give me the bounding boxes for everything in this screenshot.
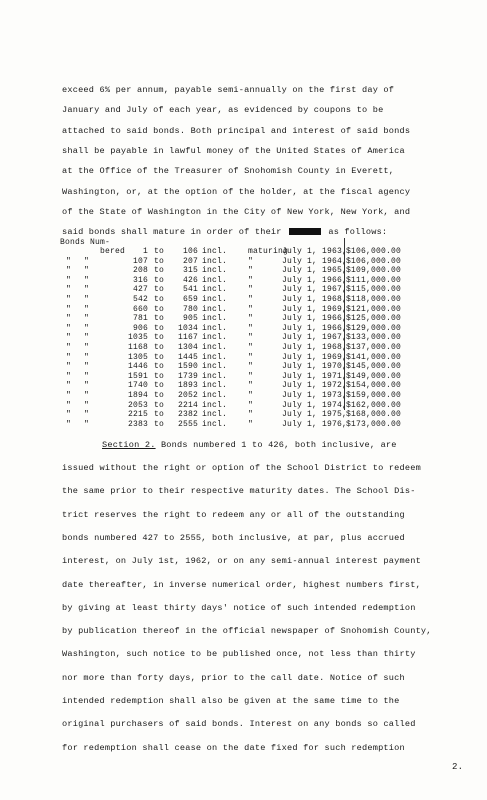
bond-number-thru: 1739: [177, 371, 198, 381]
maturity-amount: $145,000.00: [346, 362, 402, 372]
maturing-label: maturing: [248, 247, 289, 256]
schedule-row: [60, 333, 440, 343]
section-two-line: trict reserves the right to redeem any or all of the outstanding: [62, 509, 405, 520]
section-two-line: for redemption shall cease on the date fixed for such redemption: [62, 742, 405, 753]
inclusive-label: incl.: [202, 314, 228, 324]
inclusive-label: incl.: [202, 362, 228, 372]
bond-number-from: 316: [132, 275, 148, 285]
ditto-mark: ": [248, 333, 254, 343]
page-number: 2.: [452, 762, 464, 772]
section-two-line: issued without the right or option of the School District to redeem: [62, 463, 421, 473]
ditto-mark: ": [66, 352, 72, 362]
ditto-mark: ": [248, 400, 254, 410]
to-label: to: [154, 343, 165, 352]
maturity-amount: $149,000.00: [346, 371, 402, 381]
inclusive-label: incl.: [202, 333, 228, 343]
inclusive-label: incl.: [202, 304, 228, 314]
section-two-line: bonds numbered 427 to 2555, both inclusive, at par, plus accrued: [62, 532, 405, 543]
inclusive-label: incl.: [202, 275, 228, 285]
to-label: to: [154, 381, 165, 391]
bond-number-thru: 1034: [177, 323, 198, 333]
bond-number-from: 781: [132, 314, 148, 324]
section-two-first-line-text: Bonds numbered 1 to 426, both inclusive, are: [160, 440, 397, 450]
bond-number-thru: 905: [182, 314, 198, 324]
schedule-row: [60, 266, 440, 276]
maturity-amount: $129,000.00: [346, 323, 402, 333]
ditto-mark: ": [84, 266, 90, 276]
ditto-mark: ": [248, 285, 254, 295]
paragraph-one-line: at the Office of the Treasurer of Snohomish County in Everett,: [62, 166, 395, 177]
ditto-mark: ": [66, 285, 72, 295]
bond-number-from: 427: [132, 285, 148, 295]
maturity-amount: $133,000.00: [346, 333, 402, 343]
ditto-mark: ": [84, 285, 90, 295]
inclusive-label: incl.: [202, 343, 228, 352]
schedule-row: [60, 372, 440, 382]
maturity-amount: $168,000.00: [346, 410, 402, 420]
bond-number-from: 1740: [127, 381, 148, 391]
inclusive-label: incl.: [202, 391, 228, 400]
to-label: to: [154, 256, 165, 266]
ditto-mark: ": [248, 419, 254, 429]
maturity-amount: $106,000.00: [346, 247, 402, 256]
bond-number-from: 2383: [127, 419, 148, 429]
to-label: to: [154, 333, 165, 343]
paragraph-one-line: of the State of Washington in the City of New York, New York, and: [62, 206, 411, 217]
schedule-row: [60, 391, 440, 401]
ditto-mark: ": [84, 295, 90, 304]
bond-number-thru: 541: [182, 285, 198, 295]
to-label: to: [154, 304, 165, 314]
maturity-amount: $141,000.00: [346, 352, 402, 362]
section-two-line: interest, on July 1st, 1962, or on any semi-annual interest payment: [62, 556, 421, 567]
maturity-amount: $111,000.00: [346, 275, 402, 285]
section-two-line: original purchasers of said bonds. Interest on any bonds so called: [62, 719, 416, 730]
ditto-mark: ": [248, 352, 254, 362]
inclusive-label: incl.: [202, 371, 228, 381]
schedule-row: [60, 314, 440, 324]
ditto-mark: ": [84, 304, 90, 314]
ditto-mark: ": [84, 400, 90, 410]
ditto-mark: ": [84, 391, 90, 400]
inclusive-label: incl.: [202, 352, 228, 362]
bond-number-thru: 1590: [177, 362, 198, 372]
bond-number-from: 1168: [127, 343, 148, 352]
ditto-mark: ": [66, 343, 72, 352]
to-label: to: [154, 400, 165, 410]
maturity-date: July 1, 1966,: [282, 314, 348, 324]
ditto-mark: ": [248, 275, 254, 285]
maturity-date: July 1, 1964,: [282, 256, 348, 266]
ditto-mark: ": [66, 400, 72, 410]
ditto-mark: ": [248, 381, 254, 391]
maturity-amount: $106,000.00: [346, 256, 402, 266]
to-label: to: [154, 419, 165, 429]
maturity-amount: $159,000.00: [346, 391, 402, 400]
bond-number-from: 542: [132, 295, 148, 304]
maturity-date: July 1, 1976,: [282, 419, 348, 429]
to-label: to: [154, 285, 165, 295]
maturity-amount: $115,000.00: [346, 285, 402, 295]
to-label: to: [154, 295, 165, 304]
section-two-line: Washington, such notice to be published once, not less than thirty: [62, 649, 416, 660]
inclusive-label: incl.: [202, 410, 228, 420]
maturity-date: July 1, 1966,: [282, 323, 348, 333]
schedule-row: [60, 353, 440, 363]
schedule-header-line1: Bonds Num-: [60, 238, 111, 247]
ditto-mark: ": [66, 266, 72, 276]
paragraph-one-line: Washington, or, at the option of the holder, at the fiscal agency: [62, 186, 411, 197]
section-two-line: the same prior to their respective maturity dates. The School Dis-: [62, 486, 416, 497]
section-two-line: intended redemption shall also be given at the same time to the: [62, 696, 400, 706]
inclusive-label: incl.: [202, 256, 228, 266]
schedule-row: [60, 276, 440, 286]
bond-number-thru: 1445: [177, 352, 198, 362]
bond-number-thru: 659: [182, 295, 198, 304]
inclusive-label: incl.: [202, 266, 228, 276]
ditto-mark: ": [84, 323, 90, 333]
maturity-date: July 1, 1973,: [282, 391, 348, 400]
ditto-mark: ": [248, 343, 254, 352]
bond-number-from: 1035: [127, 333, 148, 343]
schedule-row: [60, 381, 440, 391]
to-label: to: [154, 266, 165, 276]
ditto-mark: ": [66, 419, 72, 429]
bond-number-thru: 106: [182, 247, 198, 256]
bond-number-thru: 2382: [177, 410, 198, 420]
ditto-mark: ": [248, 391, 254, 400]
inclusive-label: incl.: [202, 285, 228, 295]
ditto-mark: ": [248, 371, 254, 381]
maturity-date: July 1, 1969,: [282, 352, 348, 362]
inclusive-label: incl.: [202, 323, 228, 333]
maturity-date: July 1, 1971,: [282, 371, 348, 381]
ditto-mark: ": [84, 381, 90, 391]
schedule-row: [60, 343, 440, 353]
maturity-date: July 1, 1968,: [282, 343, 348, 352]
ditto-mark: ": [84, 362, 90, 372]
maturity-amount: $125,000.00: [346, 314, 402, 324]
to-label: to: [154, 362, 165, 372]
bond-number-from: 1446: [127, 362, 148, 372]
maturity-amount: $173,000.00: [346, 419, 402, 429]
to-label: to: [154, 323, 165, 333]
ditto-mark: ": [66, 256, 72, 266]
ditto-mark: ": [84, 343, 90, 352]
maturity-date: July 1, 1965,: [282, 266, 348, 276]
inclusive-label: incl.: [202, 419, 228, 429]
to-label: to: [154, 391, 165, 400]
ditto-mark: ": [248, 410, 254, 420]
maturity-date: July 1, 1969,: [282, 304, 348, 314]
maturity-date: July 1, 1967,: [282, 285, 348, 295]
bond-number-from: 906: [132, 323, 148, 333]
bond-number-thru: 2214: [177, 400, 198, 410]
ditto-mark: ": [84, 314, 90, 324]
schedule-row: [60, 305, 440, 315]
maturity-date: July 1, 1974,: [282, 400, 348, 410]
schedule-row: [60, 362, 440, 372]
maturity-date: July 1, 1975,: [282, 410, 348, 420]
schedule-row: [60, 324, 440, 334]
paragraph-one-line: attached to said bonds. Both principal and interest of said bonds: [62, 125, 411, 136]
inclusive-label: incl.: [202, 381, 228, 391]
bond-number-from: 208: [132, 266, 148, 276]
paragraph-one-line: January and July of each year, as evidenced by coupons to be: [62, 105, 384, 116]
maturity-amount: $109,000.00: [346, 266, 402, 276]
ditto-mark: ": [84, 419, 90, 429]
ditto-mark: ": [66, 391, 72, 400]
maturity-amount: $118,000.00: [346, 295, 402, 304]
schedule-row: [60, 257, 440, 267]
bond-number-from: 1305: [127, 352, 148, 362]
redaction-bar: [289, 228, 321, 235]
ditto-mark: ": [66, 362, 72, 372]
bond-number-from: 2215: [127, 410, 148, 420]
maturity-amount: $162,000.00: [346, 400, 402, 410]
section-two-first-line: [102, 440, 397, 450]
maturity-amount: $154,000.00: [346, 381, 402, 391]
section-two-line: by giving at least thirty days' notice of such intended redemption: [62, 602, 416, 613]
bond-number-thru: 315: [182, 266, 198, 276]
ditto-mark: ": [66, 333, 72, 343]
last-line-before-redaction: said bonds shall mature in order of their: [62, 227, 282, 237]
inclusive-label: incl.: [202, 400, 228, 410]
maturity-amount: $121,000.00: [346, 304, 402, 314]
schedule-header-line2: bered: [100, 247, 126, 256]
inclusive-label: incl.: [202, 295, 228, 304]
ditto-mark: ": [248, 314, 254, 324]
to-label: to: [154, 371, 165, 381]
schedule-row: [60, 410, 440, 420]
bond-number-thru: 2555: [177, 419, 198, 429]
schedule-row: [60, 247, 440, 257]
section-two-line: date thereafter, in inverse numerical order, highest numbers first,: [62, 579, 421, 590]
paragraph-one-line: exceed 6% per annum, payable semi-annually on the first day of: [62, 85, 395, 95]
maturity-date: July 1, 1966,: [282, 275, 348, 285]
schedule-row: [60, 295, 440, 305]
bond-number-from: 1591: [127, 371, 148, 381]
bond-number-thru: 1167: [177, 333, 198, 343]
to-label: to: [154, 410, 165, 420]
schedule-row: [60, 285, 440, 295]
schedule-row: [60, 420, 440, 430]
paragraph-one-last-line: [62, 227, 387, 237]
maturity-date: July 1, 1970,: [282, 362, 348, 372]
bond-number-from: 1: [142, 247, 148, 256]
ditto-mark: ": [66, 381, 72, 391]
to-label: to: [154, 314, 165, 324]
last-line-after-redaction: as follows:: [328, 227, 388, 237]
ditto-mark: ": [84, 275, 90, 285]
maturity-date: July 1, 1972,: [282, 381, 348, 391]
to-label: to: [154, 247, 165, 256]
ditto-mark: ": [248, 362, 254, 372]
ditto-mark: ": [66, 304, 72, 314]
bond-number-thru: 1304: [177, 343, 198, 352]
ditto-mark: ": [248, 266, 254, 276]
bond-number-from: 2053: [127, 400, 148, 410]
ditto-mark: ": [84, 333, 90, 343]
ditto-mark: ": [84, 352, 90, 362]
ditto-mark: ": [66, 275, 72, 285]
ditto-mark: ": [84, 410, 90, 420]
maturity-date: July 1, 1967,: [282, 333, 348, 343]
to-label: to: [154, 352, 165, 362]
bond-number-from: 660: [132, 304, 148, 314]
inclusive-label: incl.: [202, 247, 228, 256]
maturity-amount: $137,000.00: [346, 343, 402, 352]
ditto-mark: ": [66, 410, 72, 420]
ditto-mark: ": [84, 371, 90, 381]
ditto-mark: ": [248, 304, 254, 314]
section-two-line: nor more than forty days, prior to the call date. Notice of such: [62, 672, 405, 683]
to-label: to: [154, 275, 165, 285]
bond-number-thru: 207: [182, 256, 198, 266]
section-two-heading: Section 2.: [102, 440, 156, 450]
bond-number-thru: 1893: [177, 381, 198, 391]
schedule-row: [60, 401, 440, 411]
ditto-mark: ": [66, 314, 72, 324]
ditto-mark: ": [66, 295, 72, 304]
ditto-mark: ": [84, 256, 90, 266]
bond-number-from: 107: [132, 256, 148, 266]
bond-number-from: 1894: [127, 391, 148, 400]
ditto-mark: ": [66, 371, 72, 381]
bond-number-thru: 426: [182, 275, 198, 285]
ditto-mark: ": [248, 295, 254, 304]
bond-number-thru: 780: [182, 304, 198, 314]
paragraph-one-line: shall be payable in lawful money of the United States of America: [62, 145, 405, 156]
ditto-mark: ": [248, 256, 254, 266]
section-two-line: by publication thereof in the official newspaper of Snohomish County,: [62, 626, 432, 637]
maturity-date: July 1, 1963,: [282, 247, 348, 256]
ditto-mark: ": [248, 323, 254, 333]
ditto-mark: ": [66, 323, 72, 333]
maturity-date: July 1, 1968,: [282, 295, 348, 304]
bond-number-thru: 2052: [177, 391, 198, 400]
